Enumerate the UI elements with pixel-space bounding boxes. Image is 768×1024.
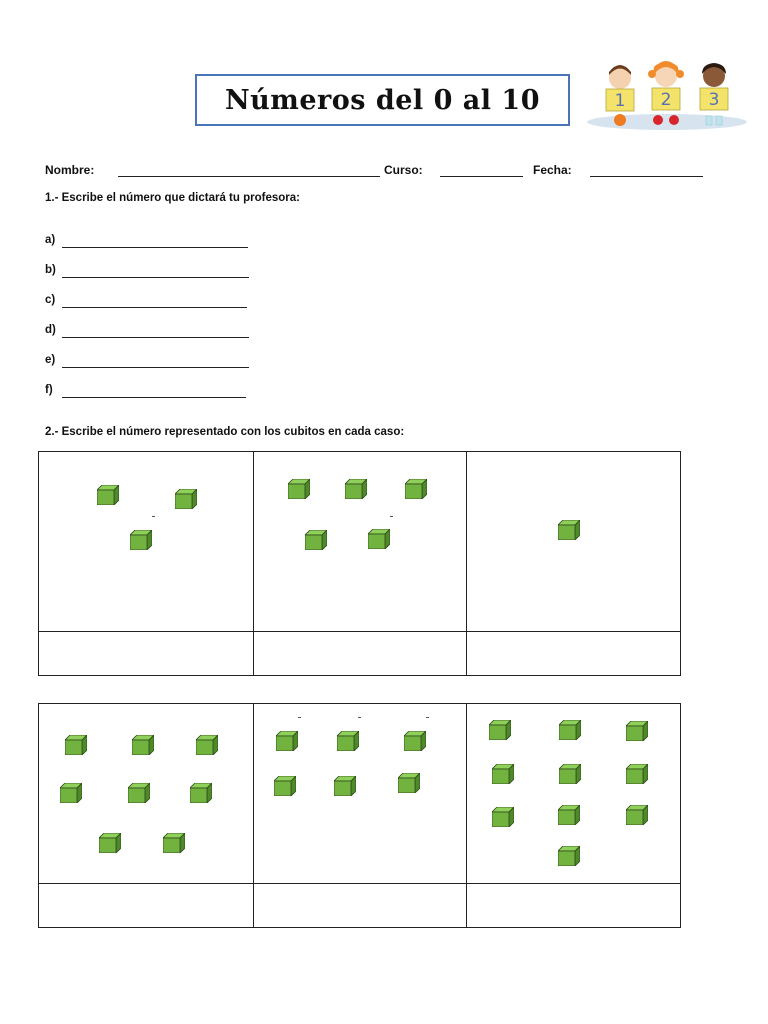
digit-two-label: 2 <box>660 90 672 110</box>
fecha-field[interactable] <box>590 176 703 177</box>
green-cube-icon <box>190 783 212 803</box>
digit-three-label: 3 <box>708 90 720 110</box>
green-cube-icon <box>163 833 185 853</box>
green-cube-icon <box>404 731 426 751</box>
student-info-row <box>45 163 715 183</box>
answer-box-5[interactable] <box>254 884 466 928</box>
fecha-label: Fecha: <box>533 163 572 177</box>
answer-label: f) <box>45 384 53 396</box>
green-cube-icon <box>130 530 152 550</box>
green-cube-icon <box>288 479 310 499</box>
green-cube-icon <box>334 776 356 796</box>
green-cube-icon <box>492 764 514 784</box>
green-cube-icon <box>558 520 580 540</box>
question-2-text: 2.- Escribe el número representado con los cubitos en cada caso: <box>45 426 405 438</box>
answer-label: b) <box>45 264 56 276</box>
digit-one-label: 1 <box>614 91 626 111</box>
stray-mark <box>426 717 429 718</box>
answer-box-1[interactable] <box>39 632 253 676</box>
answer-box-4[interactable] <box>39 884 253 928</box>
green-cube-icon <box>405 479 427 499</box>
answer-box-3[interactable] <box>467 632 680 676</box>
green-cube-icon <box>128 783 150 803</box>
green-cube-icon <box>368 529 390 549</box>
question-1-text: 1.- Escribe el número que dictará tu profesora: <box>45 192 300 204</box>
green-cube-icon <box>337 731 359 751</box>
green-cube-icon <box>559 720 581 740</box>
kids-holding-numbers-illustration <box>584 60 750 130</box>
stray-mark <box>358 717 361 718</box>
green-cube-icon <box>276 731 298 751</box>
green-cube-icon <box>398 773 420 793</box>
green-cube-icon <box>626 805 648 825</box>
green-cube-icon <box>99 833 121 853</box>
green-cube-icon <box>558 846 580 866</box>
green-cube-icon <box>274 776 296 796</box>
green-cube-icon <box>196 735 218 755</box>
nombre-label: Nombre: <box>45 163 95 177</box>
nombre-field[interactable] <box>118 176 380 177</box>
answer-box-2[interactable] <box>254 632 466 676</box>
stray-mark <box>390 516 393 517</box>
green-cube-icon <box>558 805 580 825</box>
answer-label: d) <box>45 324 56 336</box>
green-cube-icon <box>345 479 367 499</box>
green-cube-icon <box>97 485 119 505</box>
answer-box-6[interactable] <box>467 884 680 928</box>
green-cube-icon <box>492 807 514 827</box>
green-cube-icon <box>60 783 82 803</box>
curso-label: Curso: <box>384 163 423 177</box>
answer-label: e) <box>45 354 56 366</box>
answer-label: a) <box>45 234 56 246</box>
answer-label: c) <box>45 294 56 306</box>
green-cube-icon <box>132 735 154 755</box>
stray-mark <box>152 516 155 517</box>
title-box <box>195 74 570 126</box>
green-cube-icon <box>626 721 648 741</box>
green-cube-icon <box>626 764 648 784</box>
curso-field[interactable] <box>440 176 523 177</box>
green-cube-icon <box>175 489 197 509</box>
green-cube-icon <box>305 530 327 550</box>
stray-mark <box>298 717 301 718</box>
green-cube-icon <box>559 764 581 784</box>
green-cube-icon <box>489 720 511 740</box>
page-title: Números del 0 al 10 <box>224 84 541 116</box>
green-cube-icon <box>65 735 87 755</box>
